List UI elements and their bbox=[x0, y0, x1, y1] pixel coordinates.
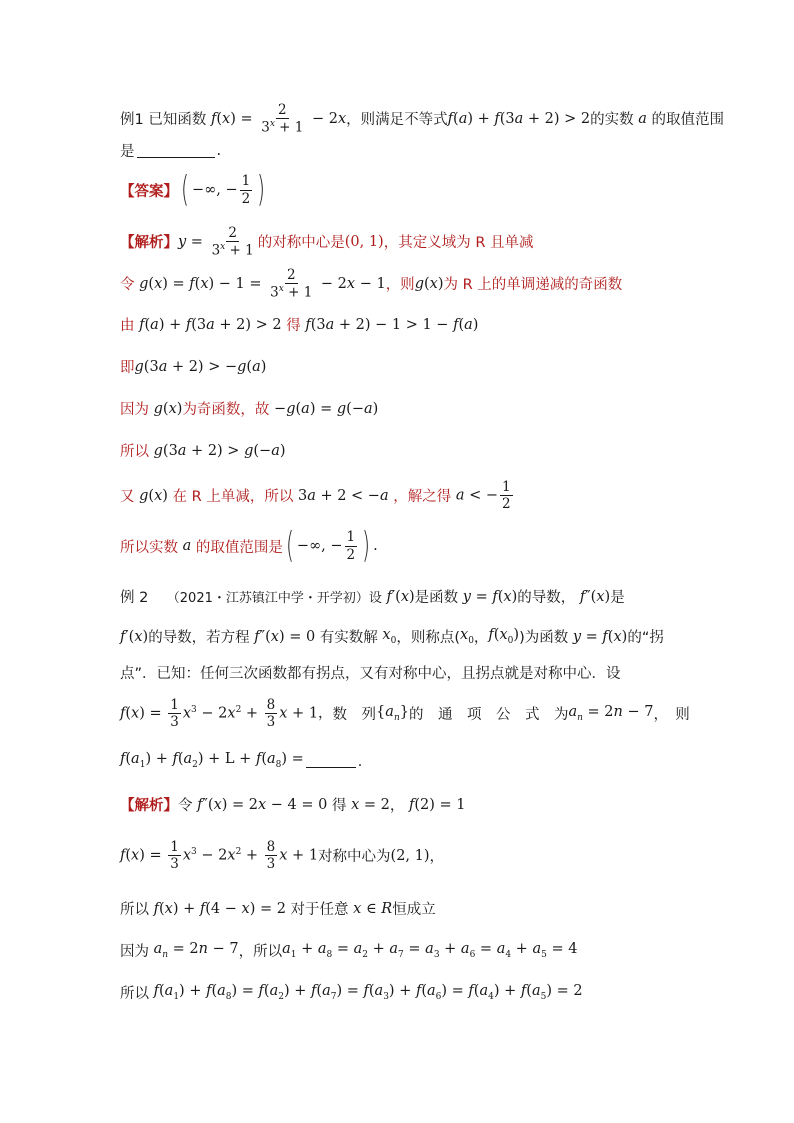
ex1-analysis-line5: 因为 g(x) 为奇函数，故 −g(a) = g(−a) bbox=[120, 400, 379, 418]
ex1-inequality: f(a) + f(3a + 2) > 2 bbox=[447, 110, 591, 127]
fraction: $\frac{2}{3^x + 1}$ bbox=[261, 102, 304, 136]
ex1-function-def: f(x) = $\frac{2}{3^x + 1}$ − 2x bbox=[210, 102, 347, 136]
ex1-analysis-line3: 由 f(a) + f(3a + 2) > 2 得 f(3a + 2) − 1 > 1 − f(a) bbox=[120, 316, 479, 334]
ex1-analysis-line7: 又 g(x) 在 R 上单减，所以 3a + 2 < −a ，解之得 a < − $\frac{1}{2}$ bbox=[120, 479, 511, 513]
answer-tag: 【答案】 bbox=[120, 183, 178, 200]
ex2-question-line5: $f(a_1) + f(a_2) + L + f(a_8)$ = ． bbox=[120, 751, 373, 770]
ex1-label: 例1 bbox=[120, 112, 144, 129]
ex2-analysis-line2: f(x) = $\frac{1}{3}$ $x^3 - 2x^2$ + $\frac{8}{3}$ x + 1 对称中心为 (2, 1) ， bbox=[120, 839, 445, 873]
ex1-analysis-line6: 所以 g(3a + 2) > g(−a) bbox=[120, 442, 286, 460]
ex2-analysis-line5: 所以 $f(a_1) + f(a_8) = f(a_2) + f(a_7) = f(a_3) + f(a_6) = f(a_4) + f(a_5) = 2$ bbox=[120, 983, 583, 1002]
ex1-answer: 【答案】 ( −∞, − $\frac{1}{2}$ ) bbox=[120, 169, 266, 210]
ex1-analysis-line8: 所以实数 a 的取值范围是 ( −∞, − $\frac{1}{2}$ ) . bbox=[120, 525, 378, 566]
answer-blank bbox=[137, 143, 215, 158]
analysis-tag-2: 【解析】 bbox=[120, 798, 178, 814]
ex2-analysis-line1: 【解析】 令 f″(x) = 2x − 4 = 0 得 x = 2 ， f(2) = 1 bbox=[120, 794, 466, 815]
ex1-analysis-line1: 【解析】 y = $\frac{2}{3^x + 1}$ 的对称中心是 (0, 1) ，其定义域为 R 且单减 bbox=[120, 225, 534, 259]
answer-blank-2 bbox=[306, 753, 356, 768]
ex2-question-line3: 点”．已知：任何三次函数都有拐点，又有对称中心，且拐点就是对称中心．设 bbox=[120, 666, 621, 682]
ex1-question-line1: 例1 已知函数 f(x) = $\frac{2}{3^x + 1}$ − 2x ，则满足不等式 f(a) + f(3a + 2) > 2 的实数 a 的取值范围 bbox=[120, 102, 725, 136]
ex1-analysis-line2: 令 g(x) = f(x) − 1 = $\frac{2}{3^x + 1}$ − 2x − 1 ，则 g(x) 为 R 上的单调递减的奇函数 bbox=[120, 267, 623, 301]
ex1-question-line2: 是 . bbox=[120, 142, 222, 160]
ex2-question-line1: 例 2 （2021・江苏镇江中学・开学初）设 f′(x) 是函数 y = f(x) 的导数， f″(x) 是 bbox=[120, 586, 625, 607]
ex2-analysis-line4: 因为 $a_n = 2n - 7$ ，所以 $a_1 + a_8 = a_2 + a_7 = a_3 + a_6 = a_4 + a_5 = 4$ bbox=[120, 941, 578, 960]
ex2-analysis-line3: 所以 f(x) + f(4 − x) = 2 对于任意 x ∈ R 恒成立 bbox=[120, 900, 436, 918]
ex2-source: （2021・江苏镇江中学・开学初）设 bbox=[166, 591, 382, 606]
ex1-analysis-line4: 即 g(3a + 2) > −g(a) bbox=[120, 358, 267, 376]
analysis-tag: 【解析】 bbox=[120, 235, 178, 252]
ex2-label: 例 2 bbox=[120, 590, 149, 606]
ex2-question-line4: f(x) = $\frac{1}{3}$ $x^3 - 2x^2$ + $\frac{8}{3}$ x + 1， 数 列 $\{a_n\}$ 的 通 项 公 式 为 $a_n = 2n - 7$ ， 则 bbox=[120, 697, 690, 731]
ex2-question-line2: f′(x) 的导数，若方程 f″(x) = 0 有实数解 $x_0$ ，则称点( $x_0$ ， $f(x_0)$ )为函数 y = f(x) 的“拐 bbox=[120, 627, 664, 646]
